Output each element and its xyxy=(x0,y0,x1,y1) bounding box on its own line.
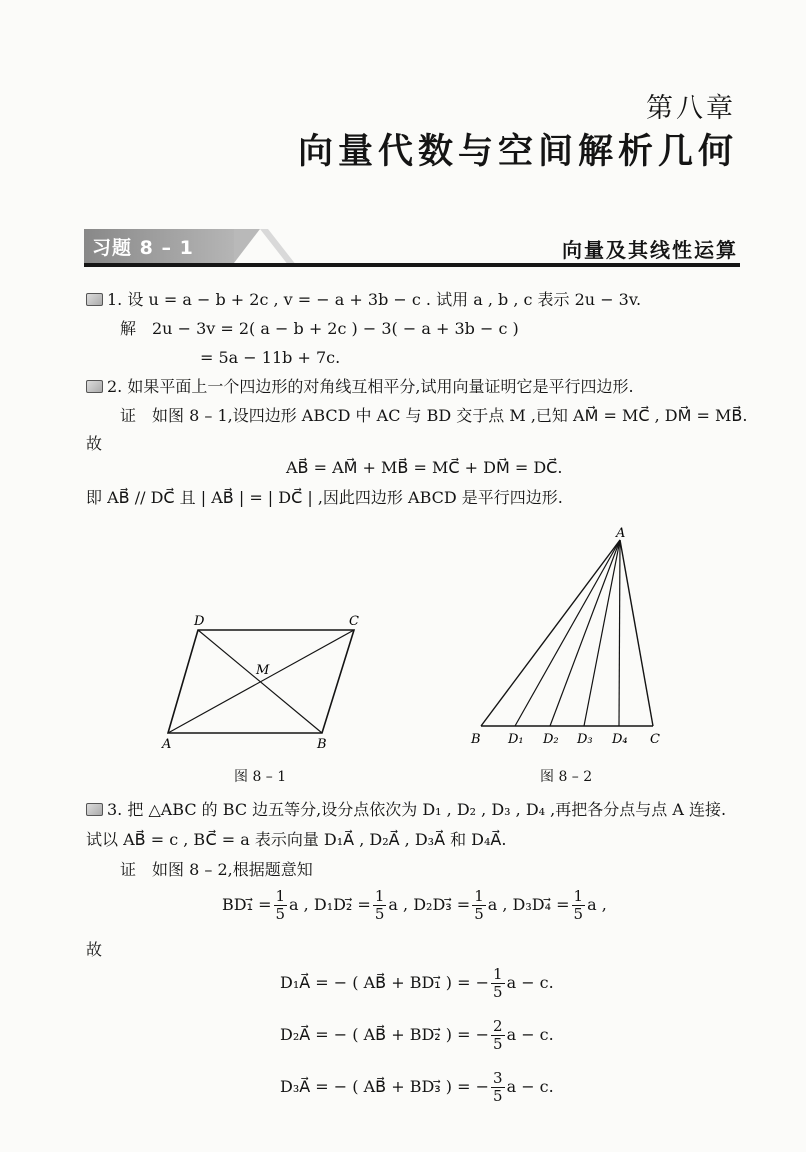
side-ac xyxy=(620,540,653,726)
figure-8-1-parallelogram xyxy=(150,608,380,758)
section-subject: 向量及其线性运算 xyxy=(562,238,738,262)
section-tag-stripe xyxy=(234,229,260,263)
problem-2-proof-therefore: 故 xyxy=(86,434,103,453)
figure-8-2-triangle xyxy=(462,526,682,756)
label-b: B xyxy=(317,737,327,752)
problem-1-statement: 1. 设 u = a − b + 2c , v = − a + 3b − c . 试用 a , b , c 表示 2u − 3v. xyxy=(86,290,641,310)
side-ab xyxy=(481,540,620,726)
label-a: A xyxy=(616,526,626,541)
problem-2-conclusion: 即 AB⃗ // DC⃗ 且 | AB⃗ | = | DC⃗ | ,因此四边形 ABCD 是平行四边形. xyxy=(86,488,563,507)
diagonal-bd xyxy=(198,630,322,733)
problem-3-given-equations: BD₁⃗ = $\frac{1}{5}$ a , D₁D₂⃗ = $\frac{1}{5}$ a , D₂D₃⃗ = $\frac{1}{5}$ a , D₃D₄⃗ = $\frac{1}{5}$ a , xyxy=(222,887,607,923)
label-c: C xyxy=(650,732,660,747)
problem-3-result-d3a: D₃A⃗ = − ( AB⃗ + BD₃⃗ ) = − $\frac{3}{5}$ a − c. xyxy=(280,1069,554,1105)
problem-3-therefore: 故 xyxy=(86,940,103,959)
label-d1: D₁ xyxy=(508,732,524,747)
segment-ad4 xyxy=(619,540,620,726)
figure-8-1-caption: 图 8 – 1 xyxy=(234,769,287,785)
question-icon xyxy=(86,380,103,393)
chapter-title: 向量代数与空间解析几何 xyxy=(297,132,738,172)
fraction: $\frac{1}{5}$ xyxy=(493,965,503,1001)
label-d2: D₂ xyxy=(543,732,559,747)
segment-ad3 xyxy=(584,540,620,726)
section-tag-label: 习题 8 – 1 xyxy=(92,237,194,259)
label-a: A xyxy=(162,737,172,752)
fraction: $\frac{1}{5}$ xyxy=(474,887,484,923)
question-icon xyxy=(86,293,103,306)
section-rule xyxy=(84,263,740,267)
chapter-number: 第八章 xyxy=(646,93,736,124)
problem-3-statement-line2: 试以 AB⃗ = c , BC⃗ = a 表示向量 D₁A⃗ , D₂A⃗ , D₃A⃗ 和 D₄A⃗. xyxy=(86,830,507,849)
label-d4: D₄ xyxy=(612,732,628,747)
fraction: $\frac{1}{5}$ xyxy=(275,887,286,923)
problem-1-solution-line1: 解 2u − 3v = 2( a − b + 2c ) − 3( − a + 3b − c ) xyxy=(120,319,519,338)
label-d: D xyxy=(194,614,205,629)
section-banner xyxy=(84,227,740,267)
segment-ad1 xyxy=(515,540,620,726)
label-d3: D₃ xyxy=(577,732,593,747)
segment-ad2 xyxy=(550,540,620,726)
label-b: B xyxy=(471,732,481,747)
problem-3-statement: 3. 把 △ABC 的 BC 边五等分,设分点依次为 D₁ , D₂ , D₃ , D₄ ,再把各分点与点 A 连接. xyxy=(86,800,726,820)
fraction: $\frac{3}{5}$ xyxy=(493,1069,503,1105)
problem-2-proof-line1: 证 如图 8 – 1,设四边形 ABCD 中 AC 与 BD 交于点 M ,已知 AM⃗ = MC⃗ , DM⃗ = MB⃗. xyxy=(120,406,748,425)
problem-1-solution-line2: = 5a − 11b + 7c. xyxy=(200,348,341,367)
problem-3-result-d1a: D₁A⃗ = − ( AB⃗ + BD₁⃗ ) = − $\frac{1}{5}$ a − c. xyxy=(280,965,554,1001)
fraction: $\frac{1}{5}$ xyxy=(573,887,584,923)
fraction: $\frac{1}{5}$ xyxy=(374,887,385,923)
question-icon xyxy=(86,803,103,816)
problem-3-proof-line1: 证 如图 8 – 2,根据题意知 xyxy=(120,860,313,879)
problem-2-statement: 2. 如果平面上一个四边形的对角线互相平分,试用向量证明它是平行四边形. xyxy=(86,377,634,397)
problem-2-proof-equation: AB⃗ = AM⃗ + MB⃗ = MC⃗ + DM⃗ = DC⃗. xyxy=(286,458,563,477)
section-tag-stripe-light xyxy=(260,229,295,263)
figure-8-2-caption: 图 8 – 2 xyxy=(540,769,593,785)
label-m: M xyxy=(256,663,270,678)
fraction: $\frac{2}{5}$ xyxy=(493,1017,503,1053)
problem-3-result-d2a: D₂A⃗ = − ( AB⃗ + BD₂⃗ ) = − $\frac{2}{5}$ a − c. xyxy=(280,1017,554,1053)
label-c: C xyxy=(349,614,359,629)
